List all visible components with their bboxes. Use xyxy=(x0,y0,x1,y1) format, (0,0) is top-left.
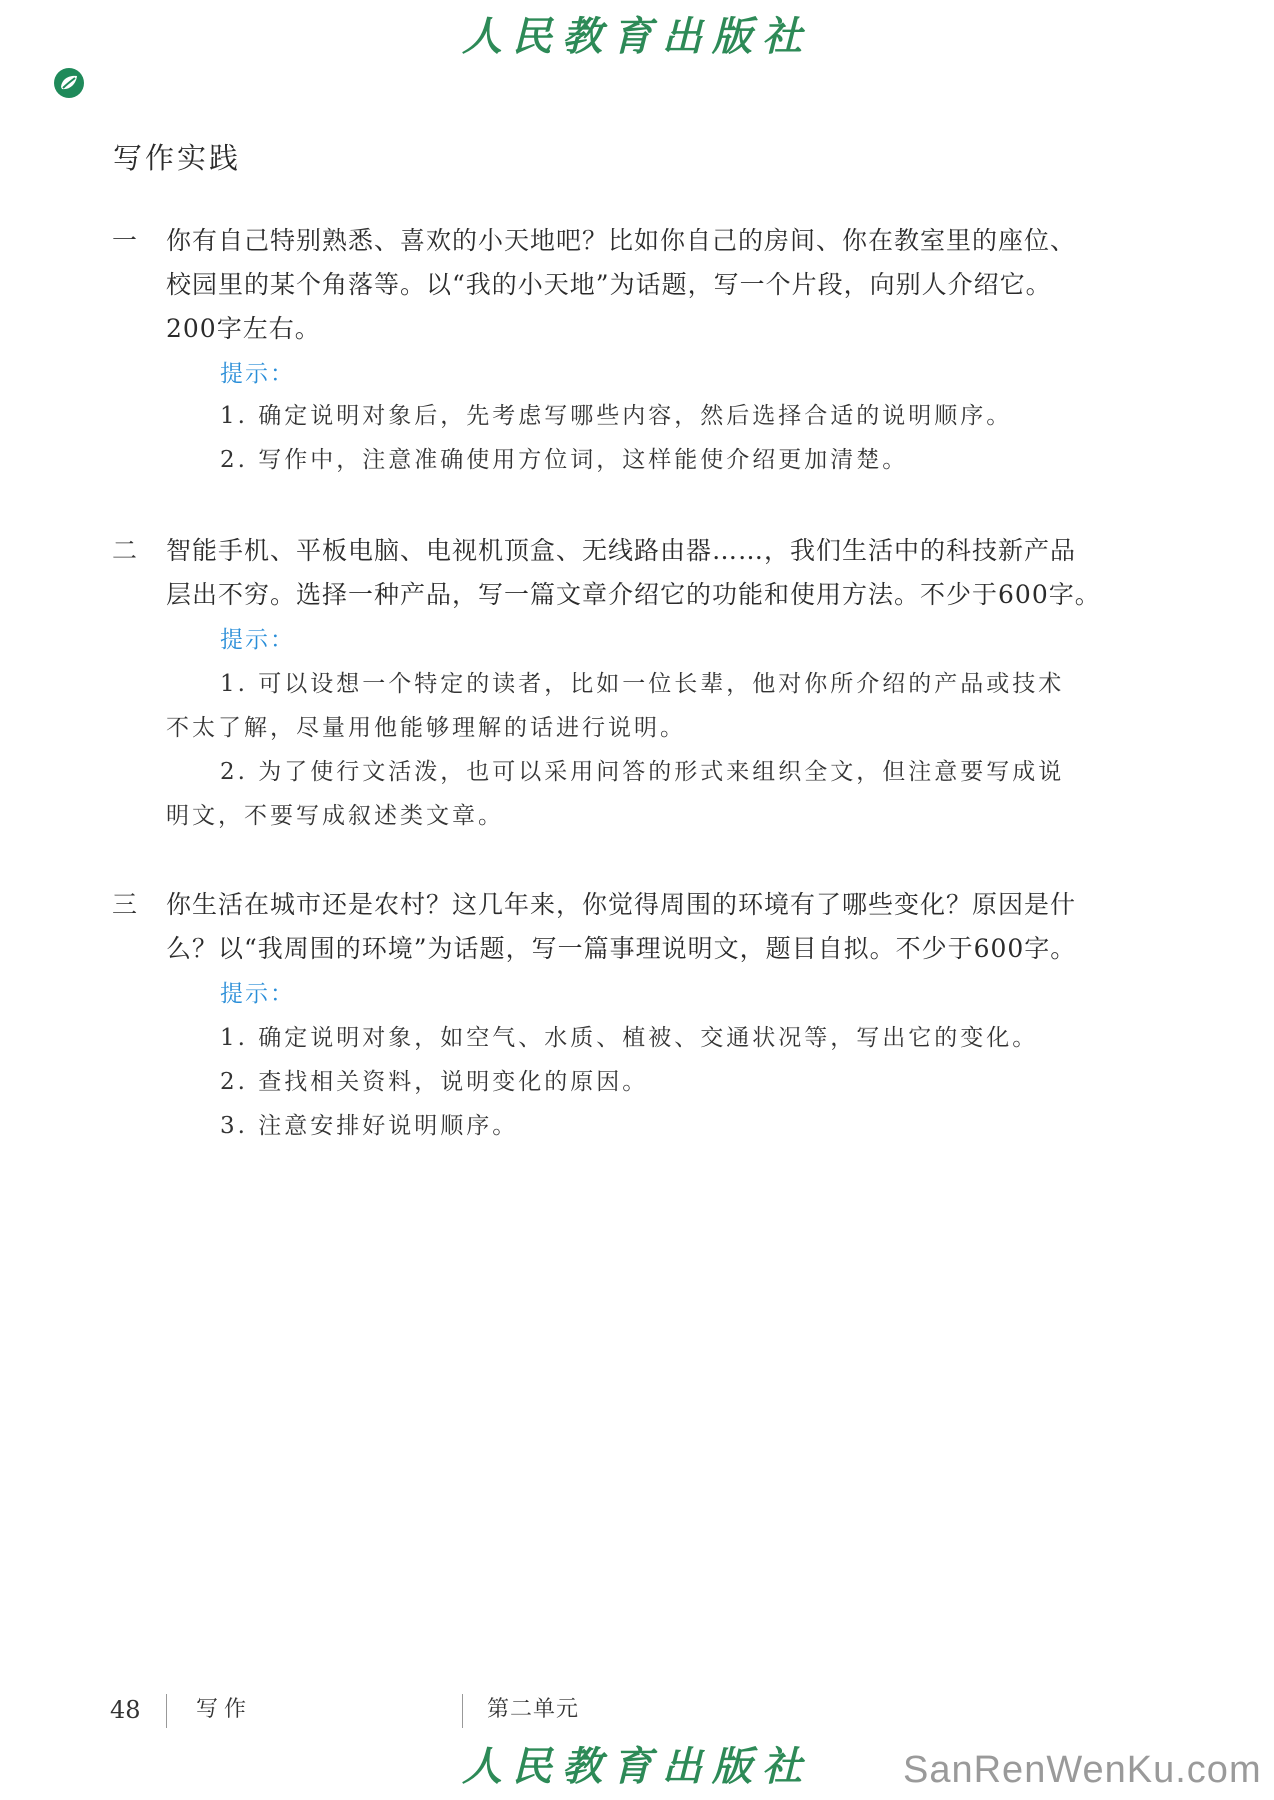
tip-label: 提示： xyxy=(220,626,295,652)
task-3-line-1: 你生活在城市还是农村？这几年来，你觉得周围的环境有了哪些变化？原因是什 xyxy=(166,890,1077,919)
task-3-tip-3: 3. 注意安排好说明顺序。 xyxy=(220,1113,519,1139)
footer-divider xyxy=(462,1694,463,1728)
tip-label: 提示： xyxy=(220,980,295,1006)
task-2-tip-2: 2. 为了使行文活泼，也可以采用问答的形式来组织全文，但注意要写成说 xyxy=(220,759,1065,785)
task-number: 三 xyxy=(112,890,138,919)
tip-label: 提示： xyxy=(220,360,295,386)
task-number: 一 xyxy=(112,226,138,255)
task-2-tip-1-cont: 不太了解，尽量用他能够理解的话进行说明。 xyxy=(166,715,686,741)
task-3-tip-1: 1. 确定说明对象，如空气、水质、植被、交通状况等，写出它的变化。 xyxy=(220,1025,1039,1051)
task-1-line-2: 校园里的某个角落等。以“我的小天地”为话题，写一个片段，向别人介绍它。 xyxy=(166,270,1052,299)
page-number: 48 xyxy=(110,1696,141,1724)
task-number: 二 xyxy=(112,536,138,565)
publisher-logo-footer: 人民教育出版社 xyxy=(462,1743,812,1790)
task-2-tip-1: 1. 可以设想一个特定的读者，比如一位长辈，他对你所介绍的产品或技术 xyxy=(220,671,1065,697)
site-watermark: SanRenWenKu.com xyxy=(903,1749,1262,1791)
task-2-line-1: 智能手机、平板电脑、电视机顶盒、无线路由器……，我们生活中的科技新产品 xyxy=(166,536,1077,565)
task-2-line-2: 层出不穷。选择一种产品，写一篇文章介绍它的功能和使用方法。不少于600字。 xyxy=(166,580,1101,609)
task-1-tip-2: 2. 写作中，注意准确使用方位词，这样能使介绍更加清楚。 xyxy=(220,447,909,473)
task-2-tip-2-cont: 明文，不要写成叙述类文章。 xyxy=(166,803,504,829)
publisher-logo-header: 人民教育出版社 xyxy=(462,13,812,60)
section-title: 写作实践 xyxy=(113,141,242,175)
task-3-line-2: 么？以“我周围的环境”为话题，写一篇事理说明文，题目自拟。不少于600字。 xyxy=(166,934,1077,963)
task-1-tip-1: 1. 确定说明对象后，先考虑写哪些内容，然后选择合适的说明顺序。 xyxy=(220,403,1013,429)
task-3-tip-2: 2. 查找相关资料，说明变化的原因。 xyxy=(220,1069,649,1095)
footer-section: 写作 xyxy=(196,1697,253,1722)
footer-divider xyxy=(166,1694,167,1728)
footer-unit: 第二单元 xyxy=(487,1697,580,1722)
task-1-line-3: 200字左右。 xyxy=(166,314,321,343)
leaf-circle-icon xyxy=(52,66,86,100)
task-1-line-1: 你有自己特别熟悉、喜欢的小天地吧？比如你自己的房间、你在教室里的座位、 xyxy=(166,226,1077,255)
